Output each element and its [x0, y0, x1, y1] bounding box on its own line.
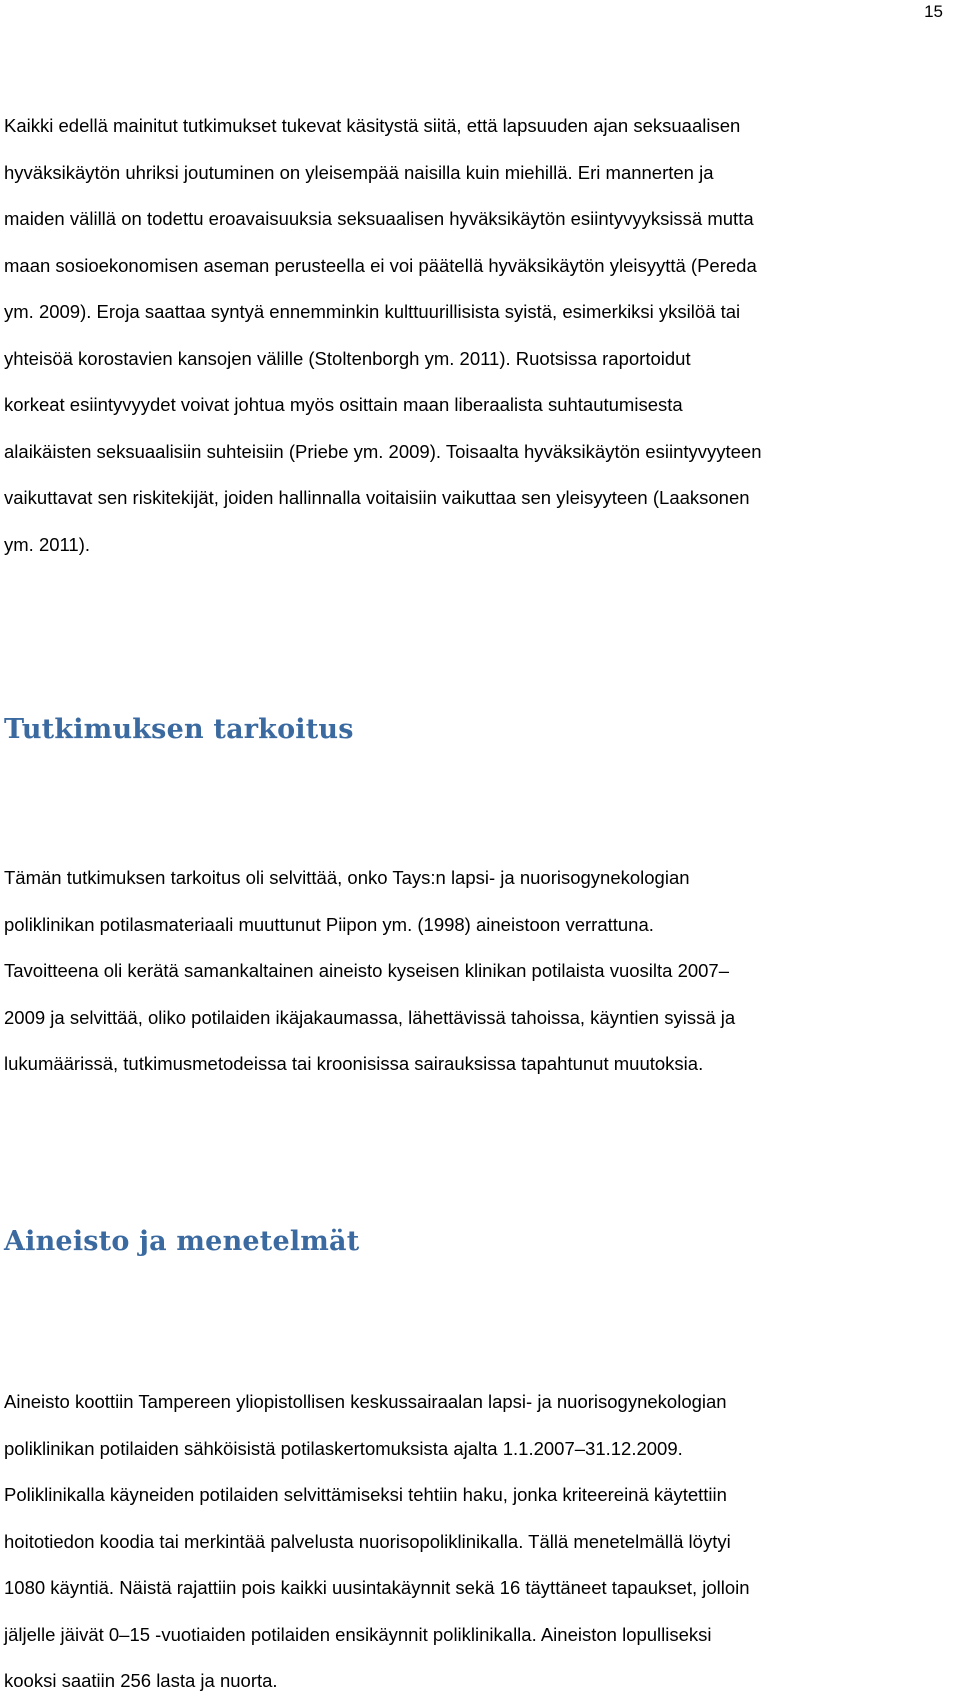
page-number: 15 [924, 2, 943, 21]
section-heading: Aineisto ja menetelmät [4, 1226, 360, 1257]
body-paragraph: Kaikki edellä mainitut tutkimukset tukevat käsitystä siitä, että lapsuuden ajan seksuaalisen hyväksikäytön uhriksi joutuminen on yleisempää naisilla kuin miehillä. Eri mannerten ja maiden välillä on todettu eroavaisuuksia seksuaalisen hyväksikäytön esiintyvyyksissä mutta maan sosioekonomisen aseman perusteella ei voi päätellä hyväksikäytön yleisyyttä (Pereda ym. 2009). Eroja saattaa syntyä ennemminkin kulttuurillisista syistä, esimerkiksi yksilöä tai yhteisöä korostavien kansojen välille (Stoltenborgh ym. 2011). Ruotsissa raportoidut korkeat esiintyvyydet voivat johtua myös osittain maan liberaalista suhtautumisesta alaikäisten seksuaalisiin suhteisiin (Priebe ym. 2009). Toisaalta hyväksikäytön esiintyvyyteen vaikuttavat sen riskitekijät, joiden hallinnalla voitaisiin vaikuttaa sen yleisyyteen (Laaksonen ym. 2011). [4, 115, 762, 555]
section-heading: Tutkimuksen tarkoitus [4, 714, 354, 745]
body-paragraph: Tämän tutkimuksen tarkoitus oli selvittää, onko Tays:n lapsi- ja nuorisogynekologian poliklinikan potilasmateriaali muuttunut Piipon ym. (1998) aineistoon verrattuna. Tavoitteena oli kerätä samankaltainen aineisto kyseisen klinikan potilaista vuosilta 2007– 2009 ja selvittää, oliko potilaiden ikäjakaumassa, lähettävissä tahoissa, käyntien syissä ja lukumäärissä, tutkimusmetodeissa tai kroonisissa sairauksissa tapahtunut muutoksia. [4, 867, 736, 1074]
body-paragraph: Aineisto koottiin Tampereen yliopistollisen keskussairaalan lapsi- ja nuorisogynekologian poliklinikan potilaiden sähköisistä potilaskertomuksista ajalta 1.1.2007–31.12.2009. Poliklinikalla käyneiden potilaiden selvittämiseksi tehtiin haku, jonka kriteereinä käytettiin hoitotiedon koodia tai merkintää palvelusta nuorisopoliklinikalla. Tällä menetelmällä löytyi 1080 käyntiä. Näistä rajattiin pois kaikki uusintakäynnit sekä 16 täyttäneet tapaukset, jolloin jäljelle jäivät 0–15 -vuotiaiden potilaiden ensikäynnit poliklinikalla. Aineiston lopulliseksi kooksi saatiin 256 lasta ja nuorta. [4, 1391, 750, 1691]
